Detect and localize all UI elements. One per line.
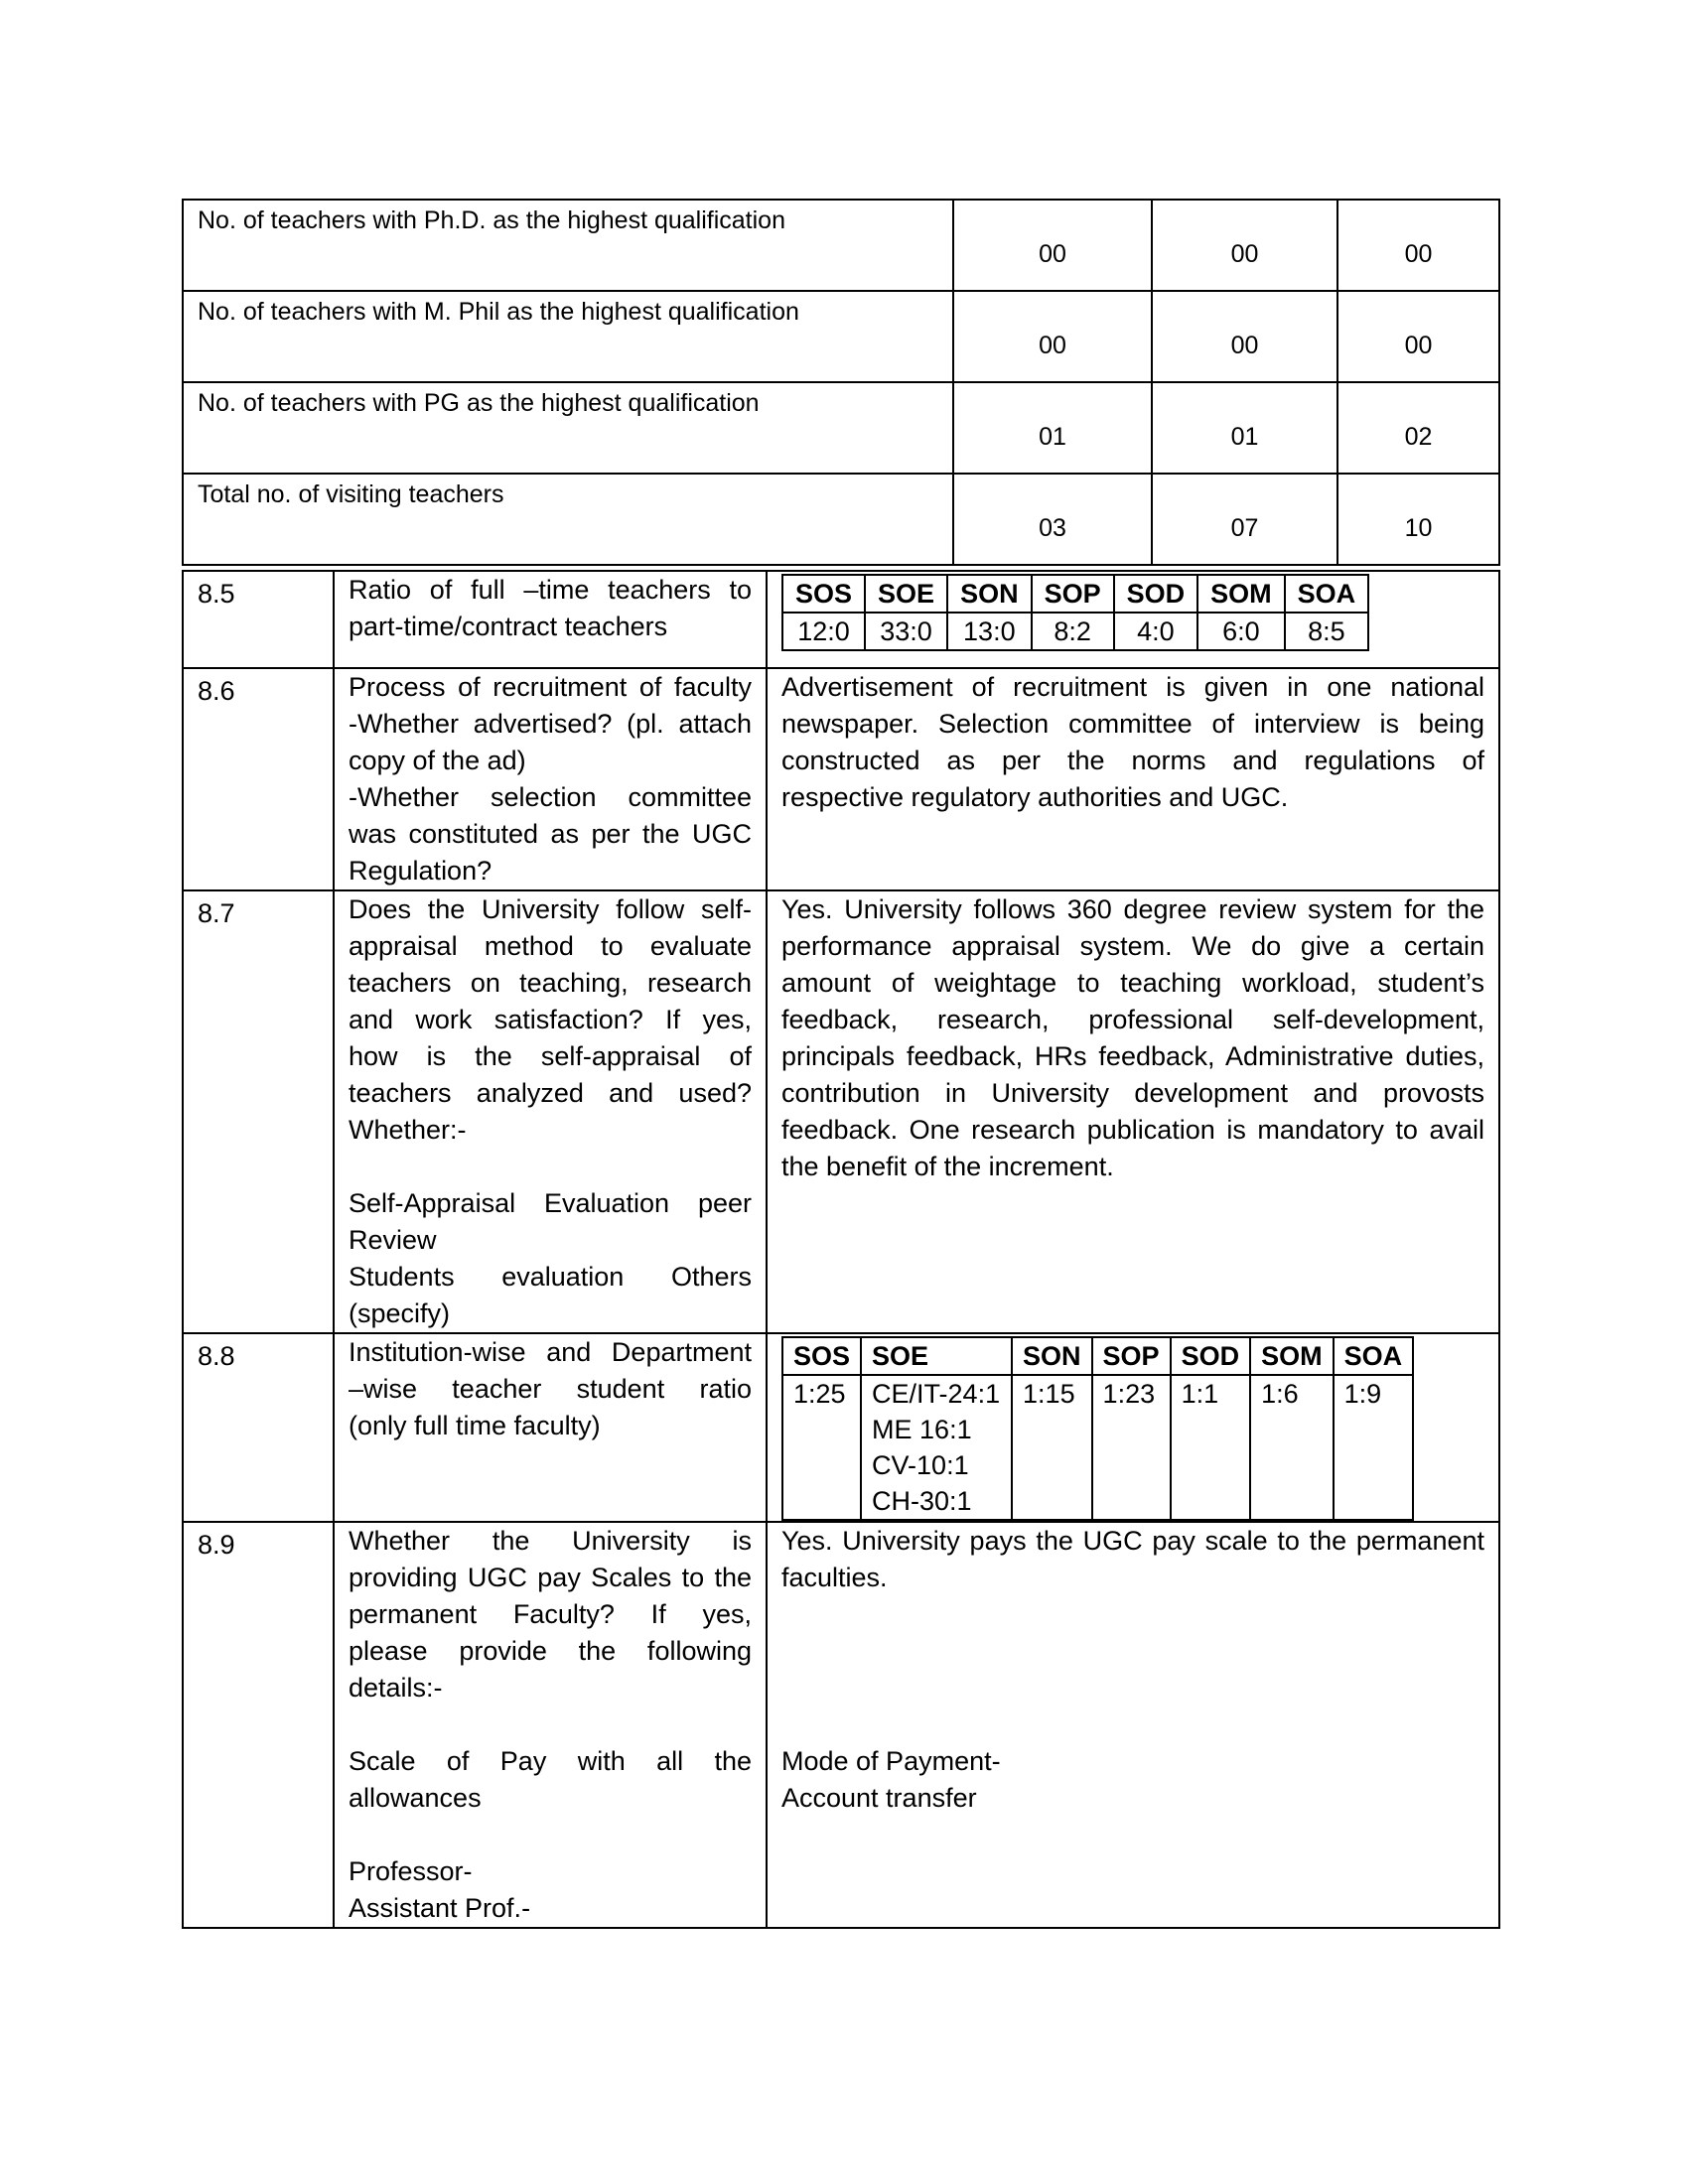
- tsr-header: SOE: [861, 1337, 1012, 1375]
- qualification-value: 02: [1337, 382, 1499, 474]
- qualification-value: 00: [953, 200, 1152, 291]
- tsr-header: SOP: [1092, 1337, 1171, 1375]
- section-number: 8.8: [183, 1333, 334, 1522]
- answer-line: performance appraisal system. We do give a certain: [781, 931, 1484, 961]
- answer-line: newspaper. Selection committee of interview is being: [781, 709, 1484, 739]
- question-cell: [334, 890, 767, 1333]
- question-line: was constituted as per the UGC: [349, 819, 752, 849]
- ratio-header: SOP: [1032, 575, 1114, 613]
- answer-line: principals feedback, HRs feedback, Administrative duties,: [781, 1041, 1484, 1071]
- answer-line: the benefit of the increment.: [781, 1152, 1114, 1181]
- spacer: [781, 1596, 1484, 1633]
- qualification-value: 00: [1152, 291, 1337, 382]
- question-line: Process of recruitment of faculty: [349, 672, 752, 702]
- teacher-student-ratio-table: [781, 1336, 1414, 1521]
- qualification-value: 00: [1337, 291, 1499, 382]
- answer-line: contribution in University development and provosts: [781, 1078, 1484, 1108]
- ratio-header: SON: [947, 575, 1032, 613]
- spacer: [349, 1817, 752, 1853]
- tsr-value: CE/IT-24:1 ME 16:1 CV-10:1 CH-30:1: [861, 1375, 1012, 1520]
- question-line: Students evaluation Others: [349, 1262, 752, 1292]
- ratio-value: 33:0: [865, 613, 947, 650]
- tsr-header: SOM: [1250, 1337, 1334, 1375]
- question-line: Whether:-: [349, 1115, 467, 1145]
- tsr-header: SOD: [1171, 1337, 1251, 1375]
- question-cell: [334, 668, 767, 890]
- question-line: Ratio of full –time teachers to: [349, 575, 752, 605]
- tsr-value: 1:1: [1171, 1375, 1251, 1520]
- question-line: –wise teacher student ratio: [349, 1374, 752, 1404]
- spacer: [781, 1633, 1484, 1670]
- qualification-value: 00: [953, 291, 1152, 382]
- ratio-header-row: [782, 575, 1368, 613]
- ratio-table: [781, 574, 1369, 651]
- tsr-header: SON: [1012, 1337, 1092, 1375]
- question-line: allowances: [349, 1783, 482, 1813]
- ratio-value: 13:0: [947, 613, 1032, 650]
- row-8-7: [183, 890, 1499, 1333]
- tsr-value: 1:15: [1012, 1375, 1092, 1520]
- spacer: [781, 1670, 1484, 1706]
- question-line: teachers analyzed and used?: [349, 1078, 752, 1108]
- question-line: Scale of Pay with all the: [349, 1746, 752, 1776]
- tsr-header-row: [782, 1337, 1413, 1375]
- section-number: 8.5: [183, 571, 334, 668]
- row-8-9: [183, 1522, 1499, 1928]
- question-line: (specify): [349, 1298, 451, 1328]
- qualification-table: [182, 199, 1500, 566]
- qualification-row: [183, 291, 1499, 382]
- section-number: 8.7: [183, 890, 334, 1333]
- tsr-value: 1:25: [782, 1375, 861, 1520]
- spacer: [781, 1706, 1484, 1743]
- tsr-header: SOS: [782, 1337, 861, 1375]
- question-line: permanent Faculty? If yes,: [349, 1599, 752, 1629]
- qualification-row: [183, 474, 1499, 565]
- answer-line: feedback. One research publication is mandatory to avail: [781, 1115, 1484, 1145]
- ratio-value: 4:0: [1114, 613, 1198, 650]
- ratio-value: 12:0: [782, 613, 865, 650]
- qualification-label: No. of teachers with PG as the highest qualification: [183, 382, 953, 474]
- qualification-value: 07: [1152, 474, 1337, 565]
- question-line: Self-Appraisal Evaluation peer: [349, 1188, 752, 1218]
- answer-cell: [767, 668, 1499, 890]
- answer-line: Advertisement of recruitment is given in one national: [781, 672, 1484, 702]
- tsr-value-row: [782, 1375, 1413, 1520]
- question-cell: [334, 571, 767, 668]
- question-line: appraisal method to evaluate: [349, 931, 752, 961]
- tsr-value: 1:9: [1334, 1375, 1414, 1520]
- row-8-5: [183, 571, 1499, 668]
- answer-cell: [767, 1522, 1499, 1928]
- question-line: Whether the University is: [349, 1526, 752, 1556]
- spacer: [349, 1149, 752, 1185]
- answer-cell: [767, 890, 1499, 1333]
- question-line: and work satisfaction? If yes,: [349, 1005, 752, 1034]
- tsr-value: 1:6: [1250, 1375, 1334, 1520]
- question-line: copy of the ad): [349, 746, 526, 775]
- answer-line: feedback, research, professional self-development,: [781, 1005, 1484, 1034]
- question-line: -Whether advertised? (pl. attach: [349, 709, 752, 739]
- ratio-value-row: [782, 613, 1368, 650]
- ratio-value: 8:5: [1285, 613, 1369, 650]
- answer-line: Yes. University follows 360 degree review system for the: [781, 894, 1484, 924]
- question-line: please provide the following: [349, 1636, 752, 1666]
- tsr-header: SOA: [1334, 1337, 1414, 1375]
- qualification-table-body: [183, 200, 1499, 565]
- ratio-value: 6:0: [1197, 613, 1285, 650]
- qualification-value: 00: [1337, 200, 1499, 291]
- tsr-value: 1:23: [1092, 1375, 1171, 1520]
- question-line: details:-: [349, 1673, 443, 1703]
- question-line: Does the University follow self-: [349, 894, 752, 924]
- ratio-value: 8:2: [1032, 613, 1114, 650]
- qualification-row: [183, 382, 1499, 474]
- question-line: -Whether selection committee: [349, 782, 752, 812]
- answer-line: Account transfer: [781, 1783, 977, 1813]
- answer-cell: [767, 571, 1499, 668]
- question-line: Regulation?: [349, 856, 492, 886]
- row-8-8: [183, 1333, 1499, 1522]
- qualification-label: Total no. of visiting teachers: [183, 474, 953, 565]
- qualification-value: 10: [1337, 474, 1499, 565]
- faculty-details-table: [182, 570, 1500, 1929]
- qualification-label: No. of teachers with Ph.D. as the highest qualification: [183, 200, 953, 291]
- answer-line: faculties.: [781, 1563, 888, 1592]
- ratio-header: SOS: [782, 575, 865, 613]
- spacer: [349, 1706, 752, 1743]
- qualification-value: 00: [1152, 200, 1337, 291]
- question-line: teachers on teaching, research: [349, 968, 752, 998]
- answer-line: respective regulatory authorities and UGC.: [781, 782, 1289, 812]
- section-number: 8.6: [183, 668, 334, 890]
- section-number: 8.9: [183, 1522, 334, 1928]
- question-line: Review: [349, 1225, 437, 1255]
- answer-cell: [767, 1333, 1499, 1522]
- ratio-header: SOA: [1285, 575, 1369, 613]
- qualification-label: No. of teachers with M. Phil as the highest qualification: [183, 291, 953, 382]
- row-8-6: [183, 668, 1499, 890]
- qualification-value: 03: [953, 474, 1152, 565]
- ratio-header: SOM: [1197, 575, 1285, 613]
- answer-line: Mode of Payment-: [781, 1746, 1001, 1776]
- ratio-header: SOD: [1114, 575, 1198, 613]
- question-line: Professor-: [349, 1856, 473, 1886]
- qualification-row: [183, 200, 1499, 291]
- answer-line: Yes. University pays the UGC pay scale to the permanent: [781, 1526, 1484, 1556]
- question-line: how is the self-appraisal of: [349, 1041, 752, 1071]
- qualification-value: 01: [953, 382, 1152, 474]
- ratio-header: SOE: [865, 575, 947, 613]
- question-line: Assistant Prof.-: [349, 1893, 531, 1923]
- question-line: Institution-wise and Department: [349, 1337, 752, 1367]
- question-line: providing UGC pay Scales to the: [349, 1563, 752, 1592]
- question-line: (only full time faculty): [349, 1411, 601, 1440]
- answer-line: constructed as per the norms and regulations of: [781, 746, 1484, 775]
- question-line: part-time/contract teachers: [349, 612, 668, 641]
- qualification-value: 01: [1152, 382, 1337, 474]
- question-cell: [334, 1333, 767, 1522]
- answer-line: amount of weightage to teaching workload, student’s: [781, 968, 1484, 998]
- question-cell: [334, 1522, 767, 1928]
